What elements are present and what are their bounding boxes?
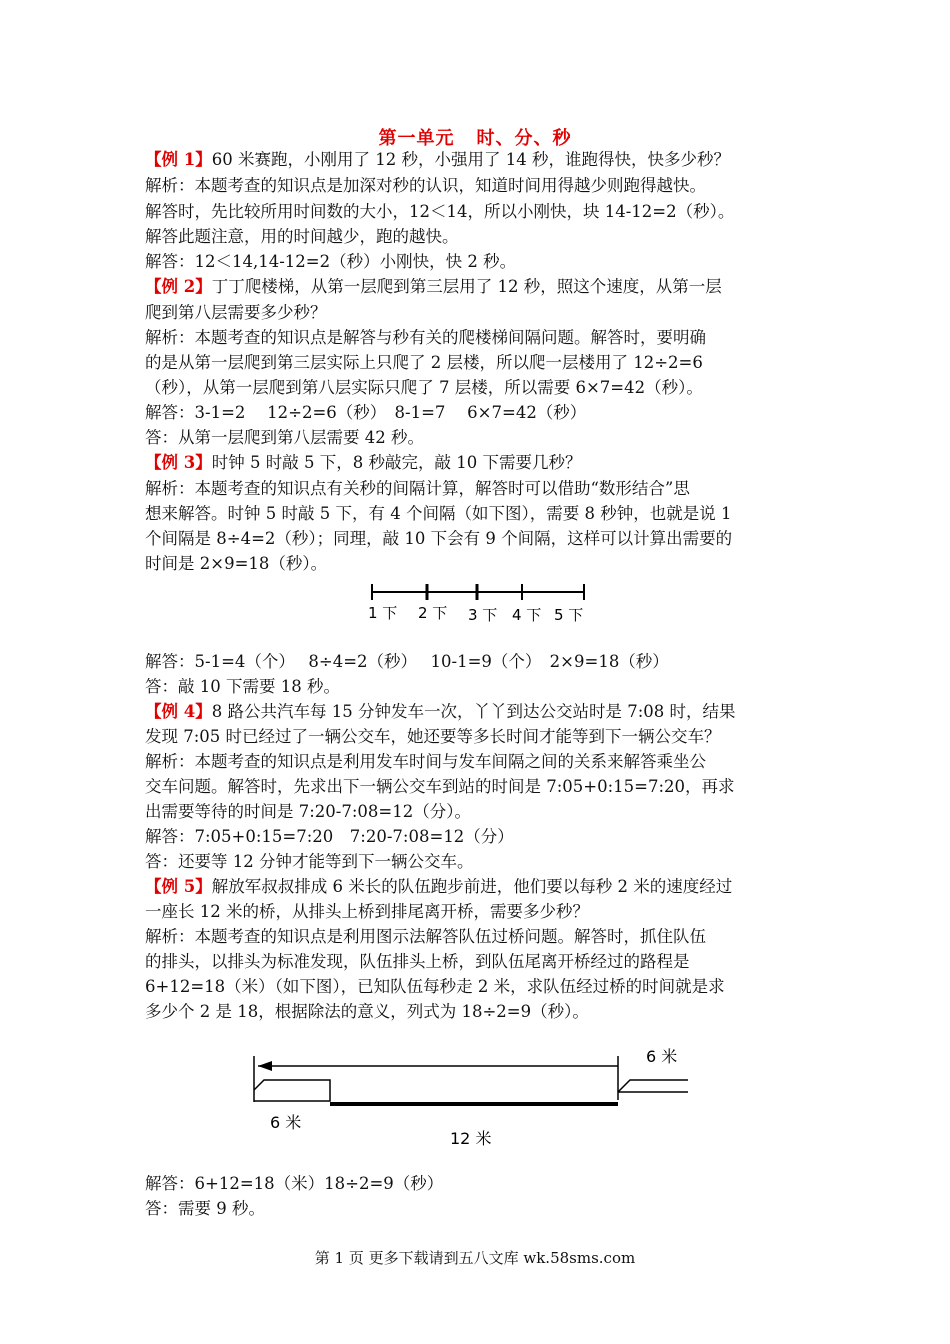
example-2-conclusion: 答：从第一层爬到第八层需要 42 秒。 xyxy=(145,428,424,447)
example-1-answer: 解答：12＜14,14-12=2（秒）小刚快，快 2 秒。 xyxy=(145,252,517,271)
example-4-question: 【例 4】8 路公共汽车每 15 分钟发车一次，丫丫到达公交站时是 7:08 时，结果 xyxy=(145,702,736,721)
example-2-analysis-line: （秒），从第一层爬到第八层实际只爬了 7 层楼，所以需要 6×7=42（秒）。 xyxy=(145,378,703,397)
example-4-conclusion: 答：还要等 12 分钟才能等到下一辆公交车。 xyxy=(145,852,474,871)
troop-end-length-label: 6 米 xyxy=(646,1047,678,1066)
example-3-answer: 解答：5-1=4（个） 8÷4=2（秒） 10-1=9（个） 2×9=18（秒） xyxy=(145,652,669,671)
example-1-analysis-line: 解答时，先比较所用时间数的大小，12＜14，所以小刚快，块 14-12=2（秒）。 xyxy=(145,202,735,221)
example-3-analysis-line: 解析：本题考查的知识点有关秒的间隔计算，解答时可以借助“数形结合”思 xyxy=(145,479,690,498)
troop-end xyxy=(618,1080,688,1092)
page-title xyxy=(0,124,950,150)
example-4-analysis-line: 解析：本题考查的知识点是利用发车时间与发车间隔之间的关系来解答乘坐公 xyxy=(145,752,706,771)
example-2-question-cont: 爬到第八层需要多少秒？ xyxy=(145,303,327,322)
troop-start xyxy=(254,1080,330,1101)
bell-interval-diagram xyxy=(360,578,600,628)
title-unit: 第一单元 xyxy=(378,128,455,149)
troop-start-length-label: 6 米 xyxy=(270,1113,302,1132)
example-4-analysis-line: 交车问题。解答时，先求出下一辆公交车到站的时间是 7:05+0:15=7:20，再求 xyxy=(145,777,735,796)
strike-label: 5 下 xyxy=(554,606,584,624)
bridge-crossing-diagram xyxy=(240,1040,700,1152)
strike-label: 2 下 xyxy=(418,604,448,622)
example-3-analysis-line: 想来解答。时钟 5 时敲 5 下，有 4 个间隔（如下图），需要 8 秒钟，也就是说 1 xyxy=(145,504,732,523)
example-3-tag: 【例 3】 xyxy=(145,453,212,472)
example-5-conclusion: 答：需要 9 秒。 xyxy=(145,1199,265,1218)
example-2-tag: 【例 2】 xyxy=(145,277,212,296)
example-5-analysis-line: 多少个 2 是 18，根据除法的意义，列式为 18÷2=9（秒）。 xyxy=(145,1002,589,1021)
example-1-analysis-line: 解析：本题考查的知识点是加深对秒的认识，知道时间用得越少则跑得越快。 xyxy=(145,176,706,195)
example-2-answer: 解答：3-1=2 12÷2=6（秒） 8-1=7 6×7=42（秒） xyxy=(145,403,587,422)
example-5-question: 【例 5】解放军叔叔排成 6 米长的队伍跑步前进，他们要以每秒 2 米的速度经过 xyxy=(145,877,733,896)
title-topic: 时、分、秒 xyxy=(476,128,572,149)
arrow-head xyxy=(258,1061,272,1071)
example-1-tag: 【例 1】 xyxy=(145,150,212,169)
example-4-tag: 【例 4】 xyxy=(145,702,212,721)
strike-label: 3 下 xyxy=(468,606,498,624)
example-4-question-cont: 发现 7:05 时已经过了一辆公交车，她还要等多长时间才能等到下一辆公交车？ xyxy=(145,727,721,746)
example-5-analysis-line: 的排头，以排头为标准发现，队伍排头上桥，到队伍尾离开桥经过的路程是 xyxy=(145,952,690,971)
example-1-question: 【例 1】60 米赛跑，小刚用了 12 秒，小强用了 14 秒，谁跑得快，快多少秒？ xyxy=(145,150,730,169)
example-1-analysis-line: 解答此题注意，用的时间越少，跑的越快。 xyxy=(145,227,459,246)
example-2-analysis-line: 解析：本题考查的知识点是解答与秒有关的爬楼梯间隔问题。解答时，要明确 xyxy=(145,328,706,347)
strike-label: 1 下 xyxy=(368,604,398,622)
example-5-tag: 【例 5】 xyxy=(145,877,212,896)
bridge-length-label: 12 米 xyxy=(450,1129,492,1148)
example-3-question: 【例 3】时钟 5 时敲 5 下，8 秒敲完，敲 10 下需要几秒？ xyxy=(145,453,582,472)
example-2-question: 【例 2】丁丁爬楼梯，从第一层爬到第三层用了 12 秒，照这个速度，从第一层 xyxy=(145,277,722,296)
strike-label: 4 下 xyxy=(512,606,542,624)
example-4-analysis-line: 出需要等待的时间是 7:20-7:08=12（分）。 xyxy=(145,802,471,821)
example-5-analysis-line: 解析：本题考查的知识点是利用图示法解答队伍过桥问题。解答时，抓住队伍 xyxy=(145,927,706,946)
example-5-answer: 解答：6+12=18（米）18÷2=9（秒） xyxy=(145,1174,444,1193)
example-5-question-cont: 一座长 12 米的桥，从排头上桥到排尾离开桥，需要多少秒？ xyxy=(145,902,589,921)
example-3-analysis-line: 个间隔是 8÷4=2（秒）；同理，敲 10 下会有 9 个间隔，这样可以计算出需要的 xyxy=(145,529,733,548)
example-5-analysis-line: 6+12=18（米）（如下图），已知队伍每秒走 2 米，求队伍经过桥的时间就是求 xyxy=(145,977,725,996)
example-3-analysis-line: 时间是 2×9=18（秒）。 xyxy=(145,554,328,573)
example-2-analysis-line: 的是从第一层爬到第三层实际上只爬了 2 层楼，所以爬一层楼用了 12÷2=6 xyxy=(145,353,703,372)
page-footer: 第 1 页 更多下载请到五八文库 wk.58sms.com xyxy=(314,1249,636,1267)
example-3-conclusion: 答：敲 10 下需要 18 秒。 xyxy=(145,677,340,696)
example-4-answer: 解答：7:05+0:15=7:20 7:20-7:08=12（分） xyxy=(145,827,514,846)
